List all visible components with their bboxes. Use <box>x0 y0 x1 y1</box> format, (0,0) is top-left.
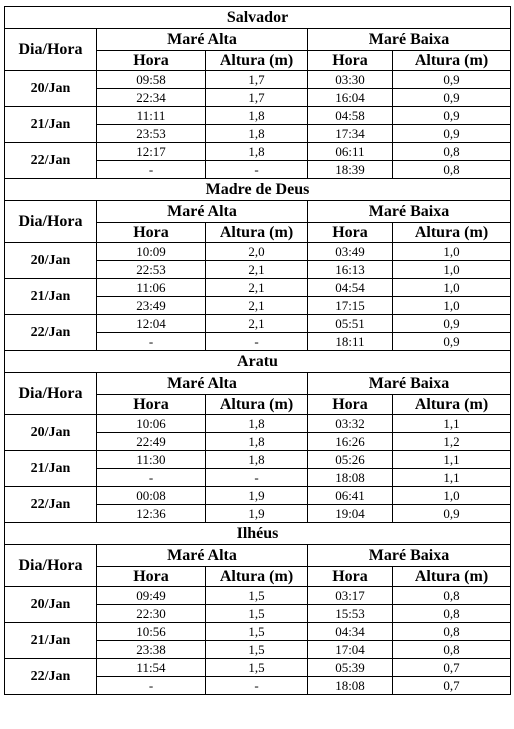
day-cell: 22/Jan <box>5 315 97 351</box>
low-tide-header: Maré Baixa <box>308 29 511 51</box>
group-header-row <box>5 29 511 51</box>
low-height-cell: 0,9 <box>393 71 511 89</box>
day-cell: 22/Jan <box>5 487 97 523</box>
high-height-header: Altura (m) <box>206 223 308 243</box>
high-time-cell: 00:08 <box>97 487 206 505</box>
high-height-header: Altura (m) <box>206 395 308 415</box>
low-time-cell: 16:04 <box>308 89 393 107</box>
low-time-cell: 03:17 <box>308 587 393 605</box>
low-height-cell: 1,0 <box>393 261 511 279</box>
station-name: Aratu <box>5 351 511 373</box>
group-header-row <box>5 201 511 223</box>
table-row <box>5 279 511 297</box>
high-time-cell: - <box>97 469 206 487</box>
high-time-cell: 22:34 <box>97 89 206 107</box>
high-time-cell: 12:17 <box>97 143 206 161</box>
high-height-cell: - <box>206 469 308 487</box>
day-hour-header: Dia/Hora <box>5 545 97 587</box>
tide-table-body <box>5 7 511 695</box>
high-time-cell: 22:30 <box>97 605 206 623</box>
table-row <box>5 659 511 677</box>
low-time-cell: 18:08 <box>308 469 393 487</box>
station-name: Salvador <box>5 7 511 29</box>
station-title-row <box>5 351 511 373</box>
low-time-cell: 17:34 <box>308 125 393 143</box>
day-cell: 20/Jan <box>5 71 97 107</box>
low-time-cell: 17:04 <box>308 641 393 659</box>
day-cell: 22/Jan <box>5 143 97 179</box>
high-time-cell: 12:04 <box>97 315 206 333</box>
day-cell: 22/Jan <box>5 659 97 695</box>
station-name: Ilhéus <box>5 523 511 545</box>
high-height-header: Altura (m) <box>206 567 308 587</box>
low-time-cell: 15:53 <box>308 605 393 623</box>
low-time-cell: 19:04 <box>308 505 393 523</box>
day-hour-header: Dia/Hora <box>5 373 97 415</box>
low-height-cell: 0,9 <box>393 107 511 125</box>
tide-table <box>4 6 511 695</box>
day-cell: 21/Jan <box>5 451 97 487</box>
day-cell: 20/Jan <box>5 587 97 623</box>
table-row <box>5 487 511 505</box>
day-cell: 21/Jan <box>5 107 97 143</box>
high-height-cell: 2,0 <box>206 243 308 261</box>
low-height-header: Altura (m) <box>393 567 511 587</box>
high-tide-header: Maré Alta <box>97 201 308 223</box>
low-time-cell: 04:58 <box>308 107 393 125</box>
table-row <box>5 415 511 433</box>
station-name: Madre de Deus <box>5 179 511 201</box>
high-time-cell: 09:58 <box>97 71 206 89</box>
high-time-cell: 23:49 <box>97 297 206 315</box>
station-title-row <box>5 523 511 545</box>
high-time-cell: 10:56 <box>97 623 206 641</box>
low-tide-header: Maré Baixa <box>308 545 511 567</box>
low-height-cell: 0,8 <box>393 605 511 623</box>
table-row <box>5 587 511 605</box>
high-height-cell: 1,5 <box>206 587 308 605</box>
high-height-cell: 1,8 <box>206 415 308 433</box>
day-hour-header: Dia/Hora <box>5 29 97 71</box>
table-row <box>5 315 511 333</box>
low-height-cell: 0,8 <box>393 623 511 641</box>
low-hour-header: Hora <box>308 51 393 71</box>
low-height-cell: 0,9 <box>393 315 511 333</box>
low-time-cell: 04:34 <box>308 623 393 641</box>
low-height-cell: 0,9 <box>393 89 511 107</box>
low-height-cell: 0,9 <box>393 333 511 351</box>
low-height-cell: 1,1 <box>393 415 511 433</box>
low-time-cell: 05:51 <box>308 315 393 333</box>
high-height-cell: 2,1 <box>206 297 308 315</box>
low-height-cell: 1,1 <box>393 469 511 487</box>
high-height-cell: 1,9 <box>206 505 308 523</box>
low-time-cell: 18:39 <box>308 161 393 179</box>
station-title-row <box>5 179 511 201</box>
low-height-cell: 1,0 <box>393 487 511 505</box>
high-time-cell: - <box>97 333 206 351</box>
table-row <box>5 623 511 641</box>
high-hour-header: Hora <box>97 395 206 415</box>
high-tide-header: Maré Alta <box>97 373 308 395</box>
low-time-cell: 18:08 <box>308 677 393 695</box>
high-height-header: Altura (m) <box>206 51 308 71</box>
high-time-cell: 10:09 <box>97 243 206 261</box>
day-hour-header: Dia/Hora <box>5 201 97 243</box>
high-time-cell: - <box>97 161 206 179</box>
high-height-cell: 1,7 <box>206 71 308 89</box>
low-height-header: Altura (m) <box>393 51 511 71</box>
low-time-cell: 17:15 <box>308 297 393 315</box>
day-cell: 21/Jan <box>5 623 97 659</box>
low-height-cell: 1,2 <box>393 433 511 451</box>
high-time-cell: 23:53 <box>97 125 206 143</box>
low-time-cell: 16:13 <box>308 261 393 279</box>
low-tide-header: Maré Baixa <box>308 201 511 223</box>
table-row <box>5 243 511 261</box>
low-hour-header: Hora <box>308 567 393 587</box>
high-time-cell: 09:49 <box>97 587 206 605</box>
group-header-row <box>5 545 511 567</box>
low-height-cell: 0,8 <box>393 641 511 659</box>
low-hour-header: Hora <box>308 223 393 243</box>
low-height-cell: 1,0 <box>393 297 511 315</box>
low-height-cell: 0,8 <box>393 143 511 161</box>
low-hour-header: Hora <box>308 395 393 415</box>
high-hour-header: Hora <box>97 51 206 71</box>
high-hour-header: Hora <box>97 567 206 587</box>
low-time-cell: 03:32 <box>308 415 393 433</box>
day-cell: 21/Jan <box>5 279 97 315</box>
table-row <box>5 107 511 125</box>
low-height-cell: 1,0 <box>393 279 511 297</box>
low-time-cell: 04:54 <box>308 279 393 297</box>
low-height-cell: 1,0 <box>393 243 511 261</box>
low-height-cell: 1,1 <box>393 451 511 469</box>
group-header-row <box>5 373 511 395</box>
high-time-cell: 11:54 <box>97 659 206 677</box>
high-height-cell: 1,9 <box>206 487 308 505</box>
low-time-cell: 03:49 <box>308 243 393 261</box>
high-tide-header: Maré Alta <box>97 29 308 51</box>
high-height-cell: 2,1 <box>206 315 308 333</box>
low-tide-header: Maré Baixa <box>308 373 511 395</box>
low-time-cell: 05:26 <box>308 451 393 469</box>
station-title-row <box>5 7 511 29</box>
low-time-cell: 05:39 <box>308 659 393 677</box>
day-cell: 20/Jan <box>5 243 97 279</box>
high-height-cell: - <box>206 333 308 351</box>
low-time-cell: 06:11 <box>308 143 393 161</box>
high-hour-header: Hora <box>97 223 206 243</box>
high-time-cell: 11:11 <box>97 107 206 125</box>
high-time-cell: 11:30 <box>97 451 206 469</box>
low-height-header: Altura (m) <box>393 395 511 415</box>
high-height-cell: 1,8 <box>206 433 308 451</box>
low-time-cell: 16:26 <box>308 433 393 451</box>
high-height-cell: 1,8 <box>206 125 308 143</box>
high-height-cell: 2,1 <box>206 261 308 279</box>
high-height-cell: 1,5 <box>206 641 308 659</box>
high-time-cell: - <box>97 677 206 695</box>
table-row <box>5 71 511 89</box>
low-height-cell: 0,9 <box>393 125 511 143</box>
day-cell: 20/Jan <box>5 415 97 451</box>
low-time-cell: 18:11 <box>308 333 393 351</box>
high-time-cell: 23:38 <box>97 641 206 659</box>
high-height-cell: - <box>206 161 308 179</box>
high-time-cell: 12:36 <box>97 505 206 523</box>
high-time-cell: 22:49 <box>97 433 206 451</box>
high-height-cell: 2,1 <box>206 279 308 297</box>
high-time-cell: 10:06 <box>97 415 206 433</box>
high-height-cell: 1,8 <box>206 451 308 469</box>
high-height-cell: 1,5 <box>206 623 308 641</box>
low-height-cell: 0,7 <box>393 677 511 695</box>
low-height-header: Altura (m) <box>393 223 511 243</box>
table-row <box>5 143 511 161</box>
low-height-cell: 0,9 <box>393 505 511 523</box>
low-height-cell: 0,8 <box>393 587 511 605</box>
high-height-cell: 1,7 <box>206 89 308 107</box>
high-height-cell: 1,5 <box>206 605 308 623</box>
low-height-cell: 0,7 <box>393 659 511 677</box>
high-height-cell: 1,8 <box>206 143 308 161</box>
low-time-cell: 03:30 <box>308 71 393 89</box>
low-height-cell: 0,8 <box>393 161 511 179</box>
high-tide-header: Maré Alta <box>97 545 308 567</box>
high-time-cell: 11:06 <box>97 279 206 297</box>
high-height-cell: - <box>206 677 308 695</box>
table-row <box>5 451 511 469</box>
high-height-cell: 1,8 <box>206 107 308 125</box>
high-height-cell: 1,5 <box>206 659 308 677</box>
high-time-cell: 22:53 <box>97 261 206 279</box>
low-time-cell: 06:41 <box>308 487 393 505</box>
